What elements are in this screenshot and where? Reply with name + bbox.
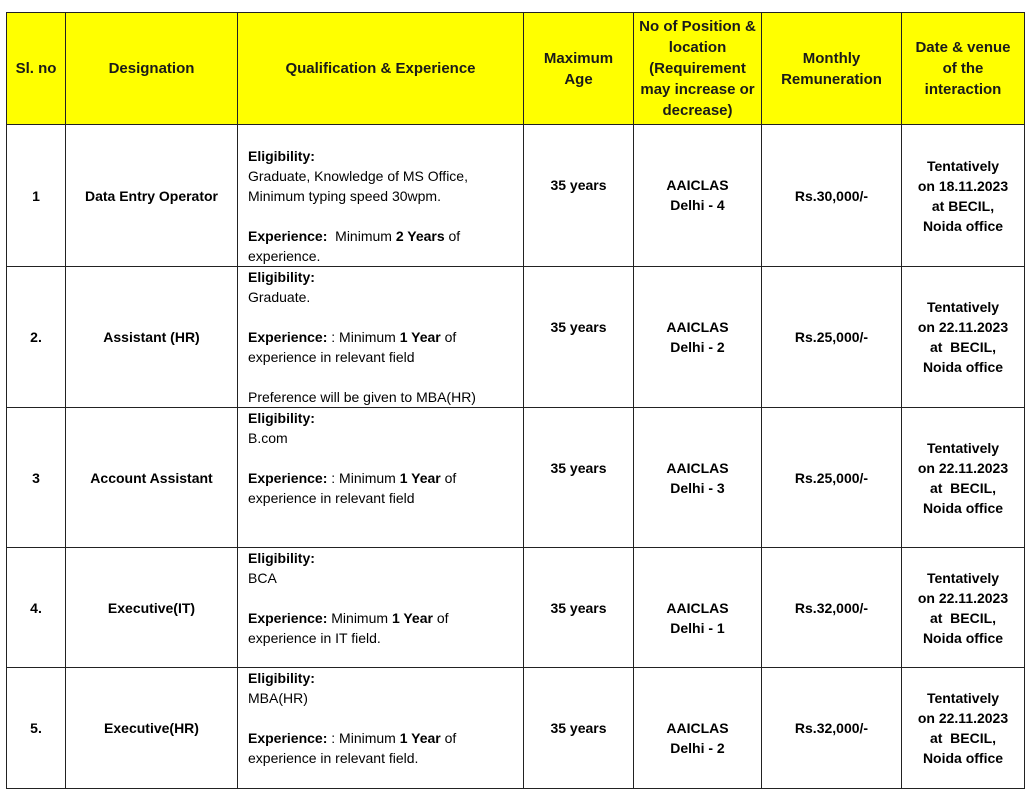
date-line-1: Tentatively [926, 690, 1000, 706]
experience-pre: : Minimum [327, 730, 400, 746]
position-location: Delhi - 3 [670, 480, 725, 496]
header-remuneration: Monthly Remuneration [762, 13, 902, 125]
eligibility-text: MBA(HR) [248, 690, 308, 706]
header-designation: Designation [66, 13, 238, 125]
max-age-cell: 35 years [524, 548, 634, 668]
experience-text: experience in relevant field. [248, 750, 419, 766]
position-location: Delhi - 2 [670, 740, 725, 756]
date-line-2: on 22.11.2023 [917, 459, 1009, 476]
experience-years: 1 Year [399, 730, 441, 746]
position-location: Delhi - 4 [670, 197, 725, 213]
designation-cell: Executive(IT) [66, 548, 238, 668]
experience-years: 1 Year [399, 470, 441, 486]
position-org: AAICLAS [666, 600, 729, 616]
date-line-3: at BECIL, [929, 730, 997, 746]
experience-post: of [440, 470, 457, 486]
preference-note: Preference will be given to MBA(HR) [248, 389, 476, 405]
experience-pre: Minimum [327, 610, 392, 626]
header-date-venue: Date & venue of the interaction [902, 13, 1025, 125]
experience-text: experience in relevant field [248, 490, 415, 506]
eligibility-label: Eligibility: [248, 269, 315, 285]
experience-post: of [440, 730, 457, 746]
positions-cell [634, 548, 762, 668]
experience-text: experience in IT field. [248, 630, 381, 646]
max-age-cell: 35 years [524, 267, 634, 408]
designation-cell: Assistant (HR) [66, 267, 238, 408]
position-org: AAICLAS [666, 720, 729, 736]
experience-post: of [444, 228, 461, 244]
remuneration-cell: Rs.30,000/- [762, 125, 902, 267]
date-venue-cell [902, 125, 1025, 267]
experience-post: of [440, 329, 457, 345]
designation-cell: Data Entry Operator [66, 125, 238, 267]
remuneration-cell: Rs.32,000/- [762, 548, 902, 668]
sl-no-cell: 1 [7, 125, 66, 267]
experience-line [248, 226, 517, 246]
position-org: AAICLAS [666, 177, 729, 193]
positions-cell [634, 267, 762, 408]
date-line-3: at BECIL, [929, 479, 997, 496]
position-location: Delhi - 1 [670, 620, 725, 636]
qualification-cell [238, 125, 524, 267]
qualification-cell [238, 548, 524, 668]
eligibility-text: Graduate. [248, 289, 311, 305]
experience-line [248, 608, 517, 628]
date-line-3: at BECIL, [929, 609, 997, 626]
header-row [7, 13, 1025, 125]
date-line-1: Tentatively [926, 569, 1000, 586]
eligibility-text: BCA [248, 570, 277, 586]
max-age-cell: 35 years [524, 408, 634, 548]
position-org: AAICLAS [666, 319, 729, 335]
remuneration-cell: Rs.32,000/- [762, 668, 902, 789]
table-row [7, 548, 1025, 668]
positions-cell [634, 668, 762, 789]
experience-label: Experience: [248, 228, 328, 244]
experience-text: experience. [248, 248, 321, 264]
experience-years: 2 Years [395, 228, 445, 244]
max-age-cell: 35 years [524, 125, 634, 267]
experience-label: Experience: [248, 730, 328, 746]
position-org: AAICLAS [666, 460, 729, 476]
date-line-1: Tentatively [926, 299, 1000, 315]
date-venue-cell [902, 548, 1025, 668]
date-line-3: at BECIL, [929, 339, 997, 355]
eligibility-text: Graduate, Knowledge of MS Office, [248, 168, 468, 184]
header-sl-no: Sl. no [7, 13, 66, 125]
designation-cell: Executive(HR) [66, 668, 238, 789]
header-max-age: Maximum Age [524, 13, 634, 125]
eligibility-label: Eligibility: [248, 670, 315, 686]
eligibility-text-2: Minimum typing speed 30wpm. [248, 188, 441, 204]
date-line-1: Tentatively [926, 157, 1000, 174]
experience-pre: : Minimum [327, 329, 400, 345]
table-row [7, 267, 1025, 408]
experience-pre: Minimum [327, 228, 396, 244]
date-line-4: Noida office [922, 750, 1004, 766]
date-line-2: on 22.11.2023 [917, 589, 1009, 606]
position-location: Delhi - 2 [670, 339, 725, 355]
qualification-cell [238, 267, 524, 408]
positions-cell [634, 125, 762, 267]
date-line-3: at BECIL, [931, 197, 995, 214]
experience-label: Experience: [248, 610, 328, 626]
experience-text: experience in relevant field [248, 349, 415, 365]
table-row [7, 408, 1025, 548]
experience-line [248, 728, 517, 748]
sl-no-cell: 4. [7, 548, 66, 668]
header-positions: No of Position & location (Requirement may increase or decrease) [634, 13, 762, 125]
qualification-cell [238, 668, 524, 789]
sl-no-cell: 2. [7, 267, 66, 408]
date-line-4: Noida office [922, 499, 1004, 516]
date-line-2: on 18.11.2023 [917, 177, 1009, 194]
experience-line [248, 327, 517, 347]
date-line-4: Noida office [922, 629, 1004, 646]
date-line-4: Noida office [922, 217, 1004, 234]
experience-label: Experience: [248, 470, 328, 486]
experience-label: Experience: [248, 329, 328, 345]
eligibility-label: Eligibility: [248, 410, 315, 426]
recruitment-table [6, 12, 1025, 789]
experience-years: 1 Year [399, 329, 441, 345]
date-venue-cell [902, 668, 1025, 789]
eligibility-label: Eligibility: [248, 550, 315, 566]
sl-no-cell: 5. [7, 668, 66, 789]
experience-line [248, 468, 517, 488]
eligibility-label: Eligibility: [248, 148, 315, 164]
positions-cell [634, 408, 762, 548]
date-venue-cell [902, 408, 1025, 548]
eligibility-text: B.com [248, 430, 288, 446]
max-age-cell: 35 years [524, 668, 634, 789]
date-line-2: on 22.11.2023 [917, 319, 1009, 335]
sl-no-cell: 3 [7, 408, 66, 548]
date-line-2: on 22.11.2023 [917, 710, 1009, 726]
date-line-1: Tentatively [926, 439, 1000, 456]
experience-post: of [432, 610, 449, 626]
qualification-cell [238, 408, 524, 548]
date-line-4: Noida office [922, 359, 1004, 375]
date-venue-cell [902, 267, 1025, 408]
designation-cell: Account Assistant [66, 408, 238, 548]
header-qualification: Qualification & Experience [238, 13, 524, 125]
experience-pre: : Minimum [327, 470, 400, 486]
experience-years: 1 Year [391, 610, 433, 626]
remuneration-cell: Rs.25,000/- [762, 408, 902, 548]
remuneration-cell: Rs.25,000/- [762, 267, 902, 408]
table-row [7, 668, 1025, 789]
table-row [7, 125, 1025, 267]
